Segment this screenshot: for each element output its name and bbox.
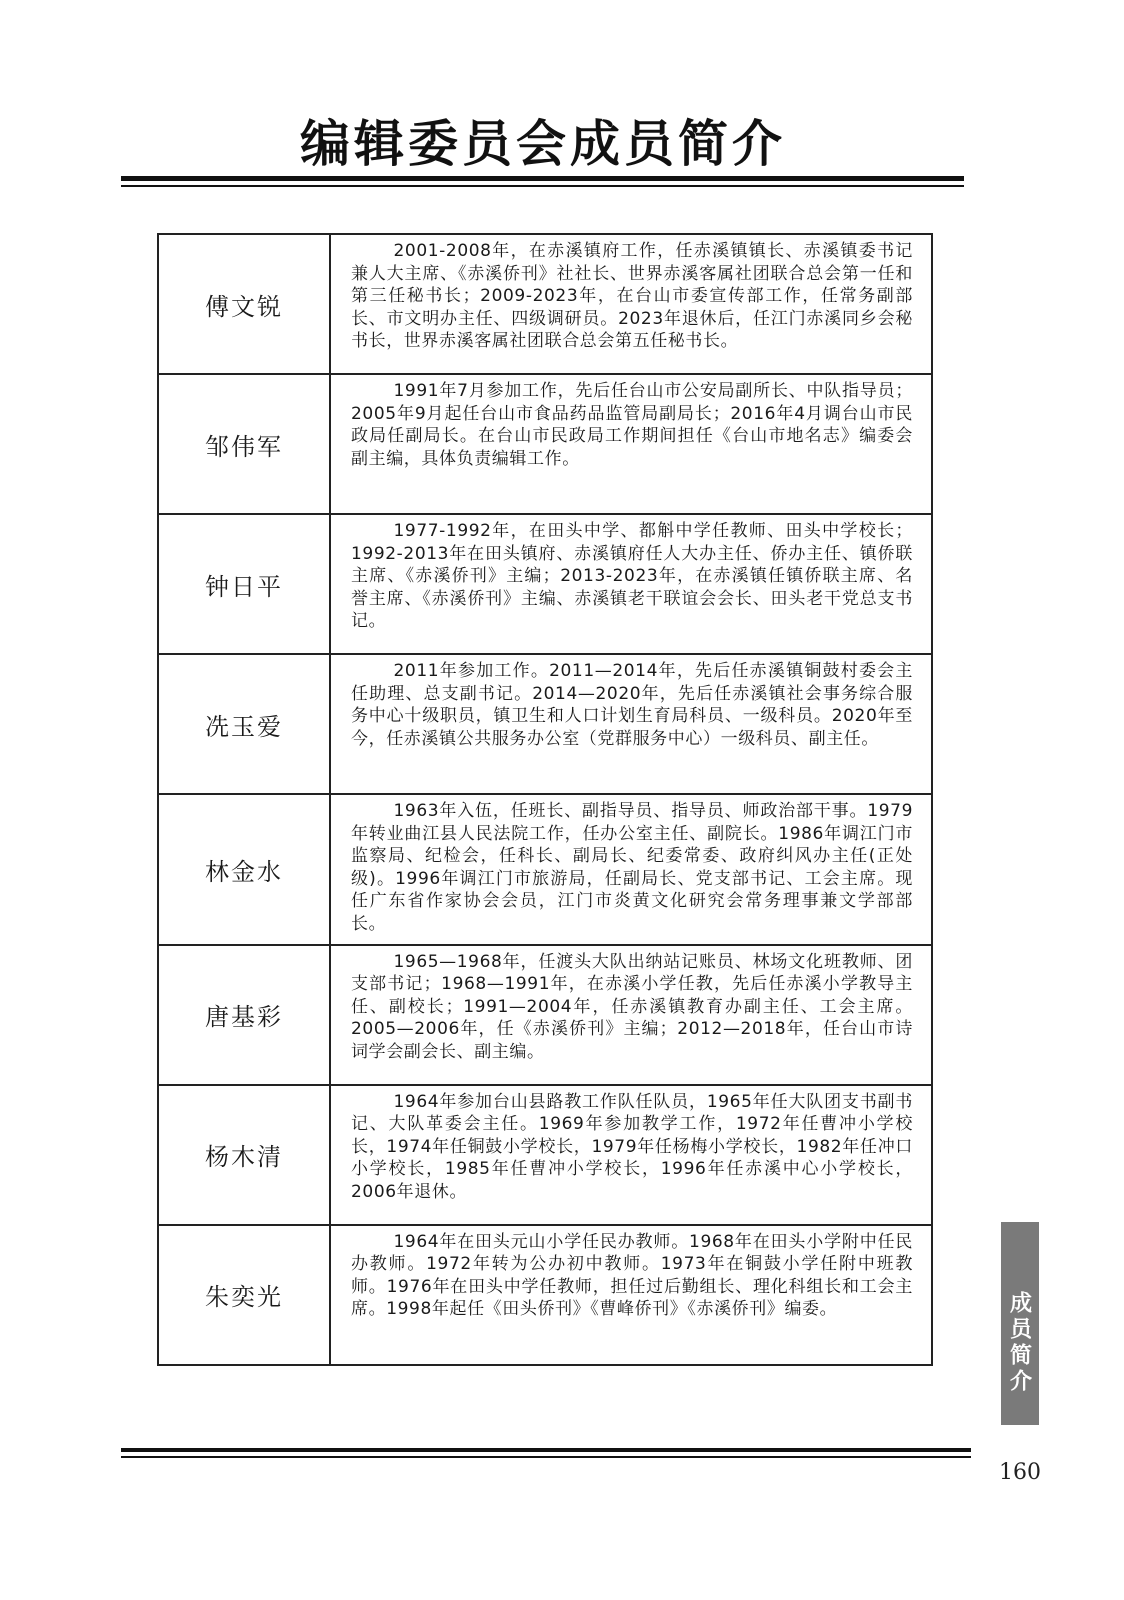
bottom-rule-thin (121, 1456, 971, 1458)
table-row (158, 1225, 932, 1365)
member-bio: 1991年7月参加工作，先后任台山市公安局副所长、中队指导员；2005年9月起任台山市食品药品监管局副局长；2016年4月调台山市民政局任副局长。在台山市民政局工作期间担任《台山市地名志》编委会副主编，具体负责编辑工作。 (330, 374, 932, 514)
member-name: 林金水 (158, 794, 330, 945)
page-number: 160 (999, 1460, 1041, 1485)
table-row (158, 234, 932, 374)
member-name: 钟日平 (158, 514, 330, 654)
table-row (158, 374, 932, 514)
member-bio: 1964年在田头元山小学任民办教师。1968年在田头小学附中任民办教师。1972年转为公办初中教师。1973年在铜鼓小学任附中班教师。1976年在田头中学任教师，担任过后勤组长、理化科组长和工会主席。1998年起任《田头侨刊》《曹峰侨刊》《赤溪侨刊》编委。 (330, 1225, 932, 1365)
table-row (158, 514, 932, 654)
member-bio: 1964年参加台山县路教工作队任队员，1965年任大队团支书副书记、大队革委会主任。1969年参加教学工作，1972年任曹冲小学校长，1974年任铜鼓小学校长，1979年任杨梅小学校长，1982年任冲口小学校长，1985年任曹冲小学校长，1996年任赤溪中心小学校长，2006年退休。 (330, 1085, 932, 1225)
member-name: 傅文锐 (158, 234, 330, 374)
member-name: 唐基彩 (158, 945, 330, 1085)
member-name: 杨木清 (158, 1085, 330, 1225)
member-bio: 1963年入伍，任班长、副指导员、指导员、师政治部干事。1979年转业曲江县人民法院工作，任办公室主任、副院长。1986年调江门市监察局、纪检会，任科长、副局长、纪委常委、政府纠风办主任(正处级)。1996年调江门市旅游局，任副局长、党支部书记、工会主席。现任广东省作家协会会员，江门市炎黄文化研究会常务理事兼文学部部长。 (330, 794, 932, 945)
table-row (158, 945, 932, 1085)
member-bio: 1977-1992年，在田头中学、都斛中学任教师、田头中学校长；1992-2013年在田头镇府、赤溪镇府任人大办主任、侨办主任、镇侨联主席、《赤溪侨刊》主编；2013-2023年，在赤溪镇任镇侨联主席、名誉主席、《赤溪侨刊》主编、赤溪镇老干联谊会会长、田头老干党总支书记。 (330, 514, 932, 654)
table-row (158, 1085, 932, 1225)
member-name: 朱奕光 (158, 1225, 330, 1365)
top-rule-thin (121, 185, 964, 187)
member-name: 冼玉爱 (158, 654, 330, 794)
table-row (158, 654, 932, 794)
page-title: 编辑委员会成员简介 (300, 114, 786, 173)
member-bio: 1965—1968年，任渡头大队出纳站记账员、林场文化班教师、团支部书记；1968—1991年，在赤溪小学任教，先后任赤溪小学教导主任、副校长；1991—2004年，任赤溪镇教育办副主任、工会主席。2005—2006年，任《赤溪侨刊》主编；2012—2018年，任台山市诗词学会副会长、副主编。 (330, 945, 932, 1085)
top-rule-thick (121, 176, 964, 181)
side-tab-label: 成员简介 (1006, 1290, 1033, 1395)
member-bio: 2011年参加工作。2011—2014年，先后任赤溪镇铜鼓村委会主任助理、总支副书记。2014—2020年，先后任赤溪镇社会事务综合服务中心十级职员，镇卫生和人口计划生育局科员、一级科员。2020年至今，任赤溪镇公共服务办公室（党群服务中心）一级科员、副主任。 (330, 654, 932, 794)
section-side-tab (1001, 1222, 1039, 1425)
member-bio: 2001-2008年，在赤溪镇府工作，任赤溪镇镇长、赤溪镇委书记兼人大主席、《赤溪侨刊》社社长、世界赤溪客属社团联合总会第一任和第三任秘书长；2009-2023年，在台山市委宣传部工作，任常务副部长、市文明办主任、四级调研员。2023年退休后，任江门赤溪同乡会秘书长，世界赤溪客属社团联合总会第五任秘书长。 (330, 234, 932, 374)
members-table (157, 233, 933, 1366)
bottom-rule-thick (121, 1448, 971, 1452)
table-row (158, 794, 932, 945)
member-name: 邹伟军 (158, 374, 330, 514)
